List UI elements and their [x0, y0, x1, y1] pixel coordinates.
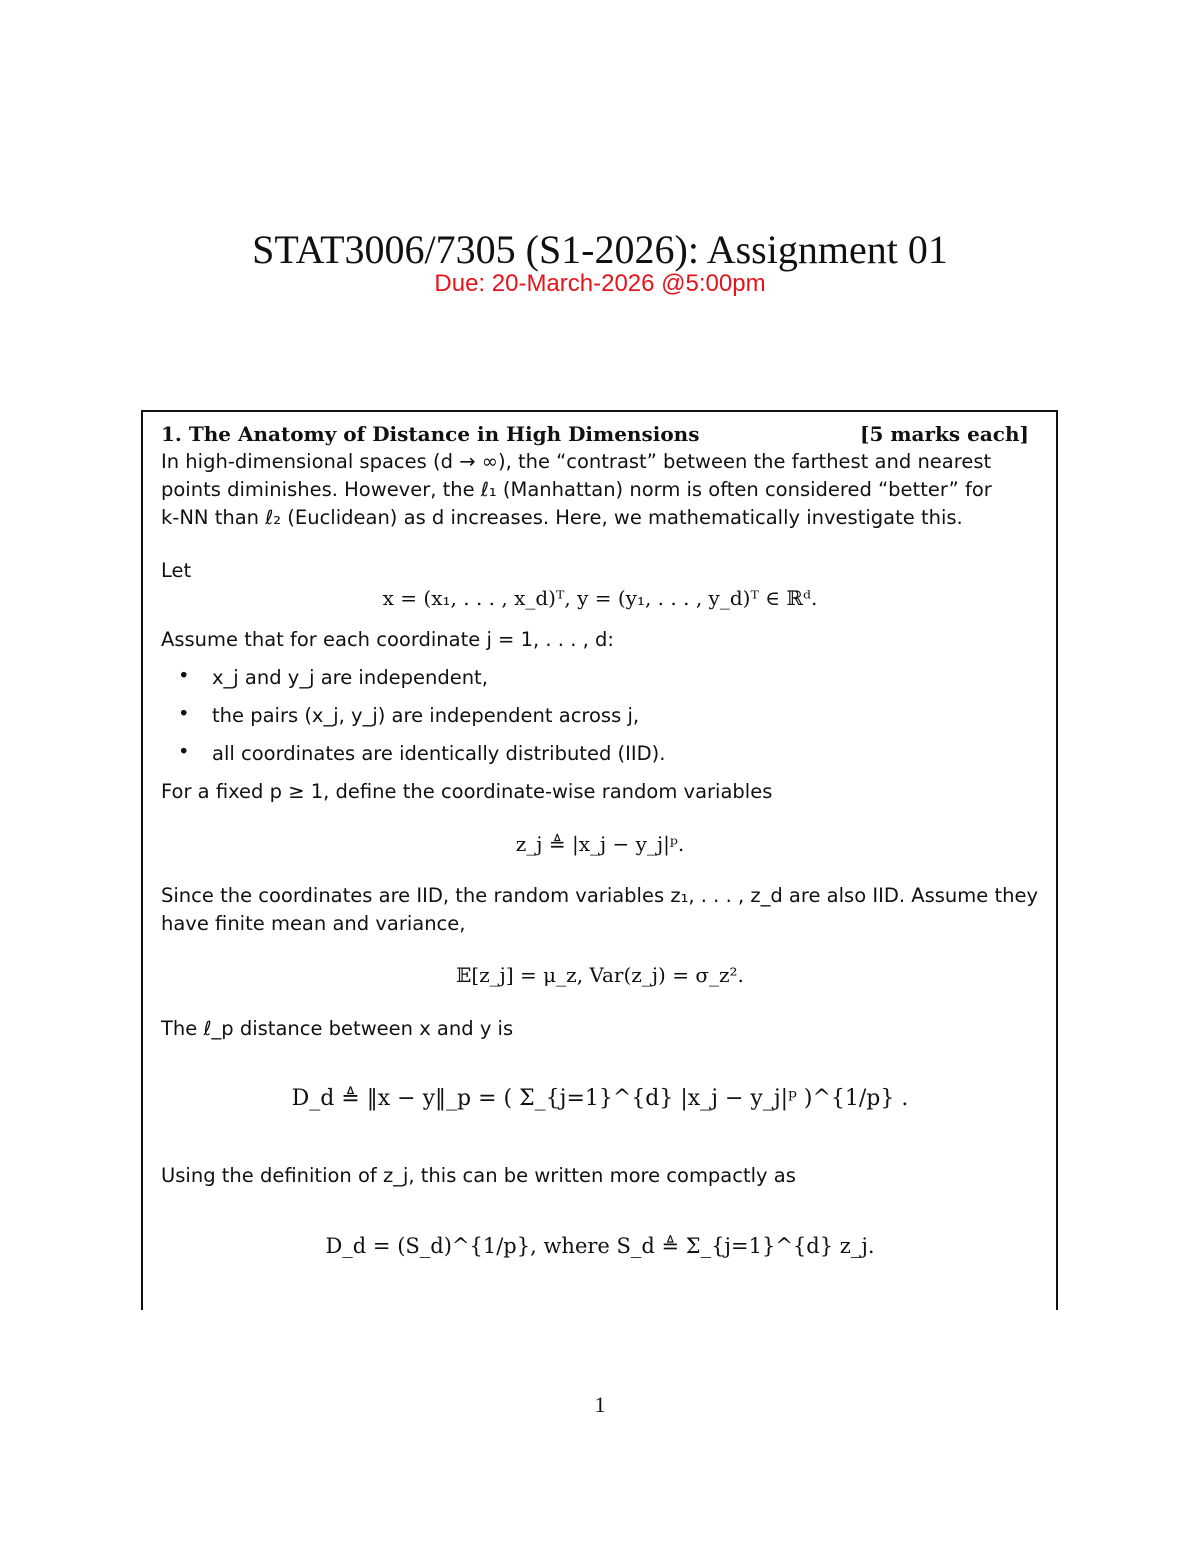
bullet-item: the pairs (x_j, y_j) are independent across j, — [212, 704, 640, 727]
bullet-marker: • — [178, 740, 190, 763]
since-line-1: Since the coordinates are IID, the random variables z₁, . . . , z_d are also IID. Assume they — [161, 884, 1038, 907]
equation-vectors: x = (x₁, . . . , x_d)ᵀ, y = (y₁, . . . , y_d)ᵀ ∈ ℝᵈ. — [382, 586, 818, 610]
assume-text: Assume that for each coordinate j = 1, . . . , d: — [161, 628, 614, 651]
bullet-item: x_j and y_j are independent, — [212, 666, 488, 689]
using-text: Using the definition of z_j, this can be written more compactly as — [161, 1164, 796, 1187]
bullet-marker: • — [178, 664, 190, 687]
intro-line-3: k-NN than ℓ₂ (Euclidean) as d increases. Here, we mathematically investigate this. — [161, 506, 963, 529]
due-date: Due: 20-March-2026 @5:00pm — [434, 270, 766, 297]
equation-z: z_j ≜ |x_j − y_j|ᵖ. — [515, 832, 685, 856]
intro-line-2: points diminishes. However, the ℓ₁ (Manhattan) norm is often considered “better” for — [161, 478, 992, 501]
page-number: 1 — [594, 1392, 606, 1417]
bullet-marker: • — [178, 702, 190, 725]
document-title: STAT3006/7305 (S1-2026): Assignment 01 — [252, 227, 948, 272]
intro-line-1: In high-dimensional spaces (d → ∞), the “contrast” between the farthest and nearest — [161, 450, 992, 473]
question-title: 1. The Anatomy of Distance in High Dimensions — [161, 422, 700, 446]
question-marks: [5 marks each] — [860, 422, 1029, 446]
equation-distance: D_d ≜ ‖x − y‖_p = ( Σ_{j=1}^{d} |x_j − y_j|ᵖ )^{1/p} . — [291, 1086, 909, 1111]
question-heading — [161, 420, 1041, 448]
bullet-item: all coordinates are identically distributed (IID). — [212, 742, 666, 765]
fixed-p-text: For a fixed p ≥ 1, define the coordinate-wise random variables — [161, 780, 773, 803]
equation-compact: D_d = (S_d)^{1/p}, where S_d ≜ Σ_{j=1}^{d} z_j. — [325, 1234, 875, 1258]
lp-distance-text: The ℓ_p distance between x and y is — [161, 1017, 514, 1040]
equation-moments: 𝔼[z_j] = μ_z, Var(z_j) = σ_z². — [456, 963, 744, 987]
since-line-2: have finite mean and variance, — [161, 912, 466, 935]
let-text: Let — [161, 559, 192, 582]
